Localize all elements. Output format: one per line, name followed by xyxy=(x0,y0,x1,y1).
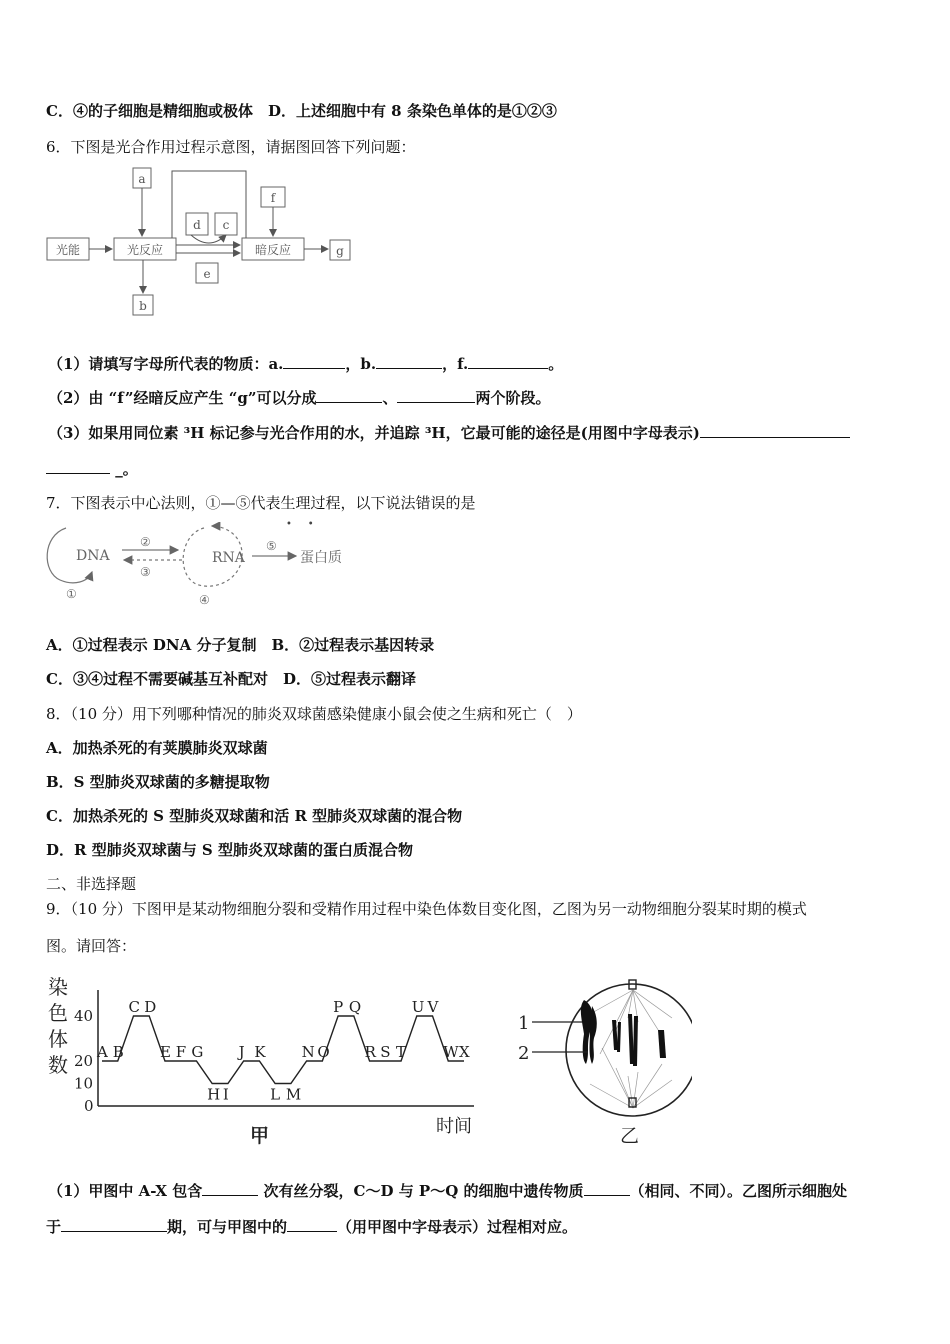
q7-options-cd: C．③④过程不需要碱基互补配对 D．⑤过程表示翻译 xyxy=(46,670,416,688)
y-tick-label: 0 xyxy=(84,1097,94,1115)
y-axis-label-char: 体 xyxy=(48,1027,68,1051)
point-label: G xyxy=(191,1043,204,1061)
label-p4: ④ xyxy=(199,593,210,607)
label-dna: DNA xyxy=(76,548,110,564)
point-label: S xyxy=(380,1043,391,1061)
label-d: d xyxy=(193,218,201,232)
chromosomes xyxy=(581,1000,666,1066)
label-dark-reaction: 暗反应 xyxy=(254,243,292,257)
point-label: V xyxy=(427,998,439,1016)
label-light: 光能 xyxy=(55,243,81,257)
point-label: B xyxy=(112,1043,124,1061)
point-label: U xyxy=(411,998,425,1016)
point-label: T xyxy=(396,1043,407,1061)
x-axis-label: 时间 xyxy=(436,1116,472,1137)
point-label: A xyxy=(97,1043,108,1061)
q9-sub1-line1: （1）甲图中 A-X 包含 次有丝分裂，C～D 与 P～Q 的细胞中遗传物质 （相同、不同）。乙图所示细胞处 xyxy=(48,1182,848,1200)
point-label: H xyxy=(207,1085,221,1104)
q8-option-c: C．加热杀死的 S 型肺炎双球菌和活 R 型肺炎双球菌的混合物 xyxy=(46,807,463,825)
y-tick-label: 10 xyxy=(74,1074,94,1093)
q8-option-a: A．加热杀死的有荚膜肺炎双球菌 xyxy=(46,739,268,757)
central-dogma-diagram xyxy=(44,522,374,612)
point-label: W xyxy=(443,1043,459,1061)
point-label: J xyxy=(238,1043,245,1061)
chromosome-line xyxy=(102,1016,464,1084)
q8-option-d: D．R 型肺炎双球菌与 S 型肺炎双球菌的蛋白质混合物 xyxy=(46,841,413,859)
point-label: X xyxy=(459,1043,470,1061)
q9-stem-1: 9．（10 分）下图甲是某动物细胞分裂和受精作用过程中染色体数目变化图，乙图为另一动物细胞分裂某时期的模式 xyxy=(46,900,807,918)
chart-title: 甲 xyxy=(250,1125,270,1147)
label-p5: ⑤ xyxy=(266,539,277,553)
q5-option-cd: C．④的子细胞是精细胞或极体 D．上述细胞中有 8 条染色单体的是①②③ xyxy=(46,102,557,120)
q7-stem: 7．下图表示中心法则，①—⑤代表生理过程，以下说法错误的是 xyxy=(46,494,476,512)
point-label: K xyxy=(254,1043,266,1061)
point-label: C xyxy=(128,998,140,1016)
point-label: L xyxy=(270,1085,281,1104)
label-rna: RNA xyxy=(212,550,245,566)
label-b: b xyxy=(139,299,147,313)
point-label: Q xyxy=(348,998,362,1016)
q6-sub3-cont: _。 xyxy=(46,459,138,479)
q6-sub3: （3）如果用同位素 ³H 标记参与光合作用的水，并追踪 ³H，它最可能的途径是(用图中字母表示) xyxy=(48,423,850,443)
q9-stem-2: 图。请回答： xyxy=(46,937,137,955)
label-protein: 蛋白质 xyxy=(300,550,342,566)
label-c: c xyxy=(222,218,230,232)
q9-sub1-line2: 于 期，可与甲图中的 （用甲图中字母表示）过程相对应。 xyxy=(46,1218,578,1236)
label-p2: ② xyxy=(140,535,151,549)
point-label: E xyxy=(159,1043,171,1061)
emphasis-dots: • • xyxy=(286,519,314,530)
q8-stem: 8．（10 分）用下列哪种情况的肺炎双球菌感染健康小鼠会使之生病和死亡（ ） xyxy=(46,705,582,723)
y-axis-label-char: 数 xyxy=(48,1053,68,1077)
q6-sub1: （1）请填写字母所代表的物质：a. ，b. ，f. 。 xyxy=(48,355,564,373)
photosynthesis-diagram xyxy=(44,165,364,320)
point-label: O xyxy=(317,1043,330,1061)
point-label: N xyxy=(301,1043,315,1061)
label-p1: ① xyxy=(66,587,77,601)
label-f: f xyxy=(270,191,276,205)
chromosome-number-chart xyxy=(44,972,484,1150)
y-axis-label-group xyxy=(48,975,68,1077)
q6-sub2: （2）由 “f”经暗反应产生 “g”可以分成 、 两个阶段。 xyxy=(48,389,551,407)
point-label: D xyxy=(144,998,157,1016)
y-tick-label: 40 xyxy=(74,1007,94,1025)
point-label: P xyxy=(333,998,344,1016)
label-2: 2 xyxy=(518,1043,530,1064)
q8-option-b: B．S 型肺炎双球菌的多糖提取物 xyxy=(46,773,270,791)
point-label: I xyxy=(222,1085,229,1104)
y-axis-label-char: 色 xyxy=(48,1001,68,1025)
y-axis-label-char: 染 xyxy=(48,975,68,999)
y-tick-label: 20 xyxy=(74,1052,94,1070)
label-light-reaction: 光反应 xyxy=(126,243,164,257)
q7-options-ab: A．①过程表示 DNA 分子复制 B．②过程表示基因转录 xyxy=(46,636,435,654)
q6-stem: 6．下图是光合作用过程示意图，请据图回答下列问题： xyxy=(46,138,416,156)
label-e: e xyxy=(203,267,211,281)
label-a: a xyxy=(138,172,146,186)
point-label: F xyxy=(175,1043,187,1061)
label-g: g xyxy=(336,244,344,258)
cell-division-diagram xyxy=(512,972,692,1150)
section-heading: 二、非选择题 xyxy=(46,875,137,893)
point-label: R xyxy=(364,1043,376,1061)
label-p3: ③ xyxy=(140,565,151,579)
label-1: 1 xyxy=(518,1013,530,1034)
cell-figure-title: 乙 xyxy=(620,1125,640,1147)
point-label: M xyxy=(285,1085,302,1104)
